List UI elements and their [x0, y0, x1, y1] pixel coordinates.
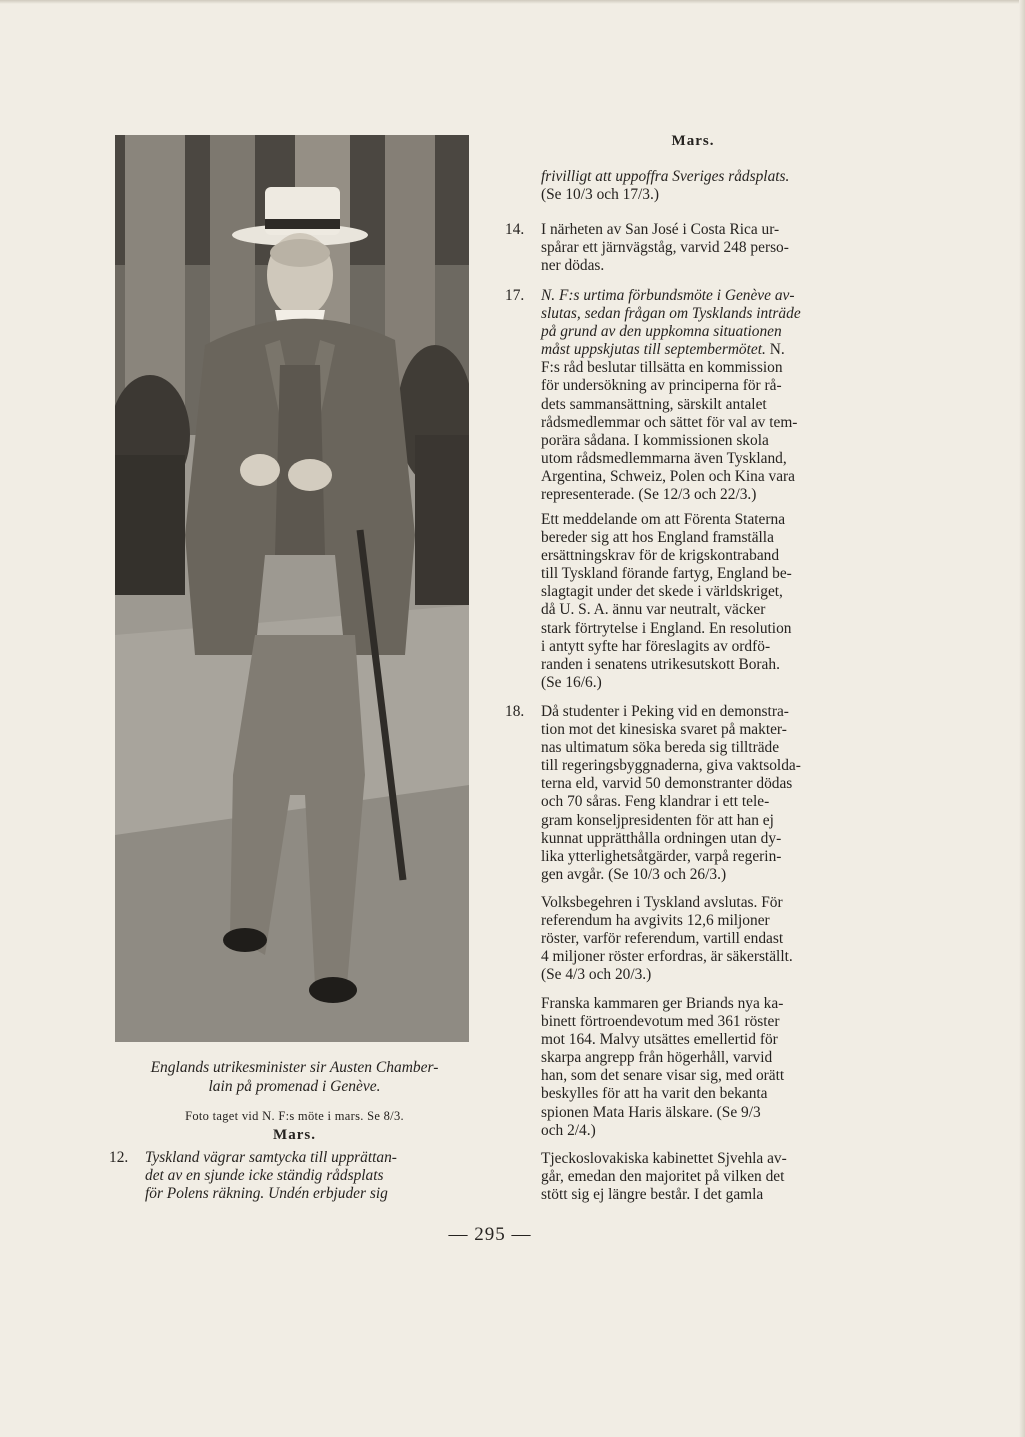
entry-line: representerade. (Se 12/3 och 22/3.) [541, 486, 757, 504]
entry-line-tail: N. [769, 341, 785, 359]
entry-line: ersättningskrav för de krigskontraband [541, 547, 780, 565]
entry-line: F:s råd beslutar tillsätta en kommission [541, 359, 783, 377]
entry-number: 18. [505, 703, 525, 720]
page-number: — 295 — [448, 1224, 532, 1245]
entry-line [541, 341, 879, 359]
paragraph-volksbegehren [541, 894, 879, 984]
entry-line: Volksbegehren i Tyskland avslutas. För [541, 894, 783, 911]
entry-line: I närheten av San José i Costa Rica ur- [541, 221, 780, 238]
entry-line: går, emedan den majoritet på vilken det [541, 1168, 785, 1186]
entry-line: N. F:s urtima förbundsmöte i Genève av- [541, 287, 795, 304]
entry-number: 12. [109, 1149, 129, 1166]
entry-line: ner dödas. [541, 257, 605, 275]
entry-line: Tyskland vägrar samtycka till upprättan- [145, 1149, 397, 1166]
paragraph-briand [541, 995, 879, 1140]
entry-line: han, som det senare visar sig, med orätt [541, 1067, 785, 1085]
entry-line: gram konseljpresidenten för att han ej [541, 811, 774, 829]
photo-credit: Foto taget vid N. F:s möte i mars. Se 8/3. [185, 1109, 404, 1123]
entry-line: binett förtroendevotum med 361 röster [541, 1013, 780, 1031]
entry-line: till Tyskland förande fartyg, England be- [541, 565, 792, 583]
entry-line: då U. S. A. ännu var neutralt, väcker [541, 601, 766, 619]
entry-line: skarpa angrepp från högerhåll, varvid [541, 1049, 773, 1067]
entry-line: (Se 16/6.) [541, 673, 602, 691]
entry-line: spårar ett järnvägståg, varvid 248 perso- [541, 239, 789, 257]
entry-line: slutas, sedan frågan om Tysklands inträde [541, 305, 801, 323]
entry-line: Argentina, Schweiz, Polen och Kina vara [541, 467, 796, 485]
entry-18 [505, 703, 879, 884]
paragraph-usa [541, 511, 879, 692]
entry-14 [505, 221, 879, 275]
caption-line: Englands utrikesminister sir Austen Chamber- [150, 1059, 439, 1076]
page-edge-right [1019, 0, 1025, 1437]
entry-line: för Polens räkning. Undén erbjuder sig [145, 1185, 388, 1203]
photograph [115, 135, 469, 1042]
entry-line: i antytt syfte har föreslagits av ordfö- [541, 637, 771, 655]
entry-line: referendum ha avgivits 12,6 miljoner [541, 912, 770, 930]
entry-line: 4 miljoner röster erfordras, är säkerställt. [541, 948, 793, 966]
entry-line: stött sig ej längre består. I det gamla [541, 1186, 764, 1204]
paragraph-sjvehla [541, 1150, 879, 1204]
entry-line: terna eld, varvid 50 demonstranter dödas [541, 775, 793, 793]
entry-line: till regeringsbyggnaderna, giva vaktsolda- [541, 757, 801, 775]
entry-line: bereder sig att hos England framställa [541, 529, 774, 547]
entry-number: 14. [505, 221, 525, 238]
entry-line: gen avgår. (Se 10/3 och 26/3.) [541, 865, 727, 883]
right-month-heading: Mars. [671, 133, 715, 149]
entry-line: för undersökning av principerna för rå- [541, 377, 782, 395]
entry-line: Ett meddelande om att Förenta Staterna [541, 511, 786, 528]
entry-line: röster, varför referendum, vartill endast [541, 930, 784, 948]
entry-line: slagtagit under det skede i världskriget, [541, 583, 783, 601]
entry-line: och 2/4.) [541, 1121, 596, 1139]
left-month-heading: Mars. [273, 1127, 316, 1143]
entry-line: porära sådana. I kommissionen skola [541, 431, 769, 449]
entry-line: lika ytterlighetsåtgärder, varpå regerin- [541, 847, 782, 865]
caption-line: lain på promenad i Genève. [208, 1078, 381, 1095]
entry-line: det av en sjunde icke ständig rådsplats [145, 1167, 384, 1185]
entry-line: stark förtrytelse i England. En resolution [541, 619, 792, 637]
entry-line: utom rådsmedlemmarna även Tyskland, [541, 449, 787, 467]
entry-line: Franska kammaren ger Briands nya ka- [541, 995, 784, 1012]
entry-line: och 70 såras. Feng klandrar i ett tele- [541, 793, 770, 811]
entry-12 [109, 1149, 477, 1203]
entry-line: randen i senatens utrikesutskott Borah. [541, 655, 780, 673]
entry-line: (Se 4/3 och 20/3.) [541, 966, 652, 984]
photo-caption [112, 1058, 477, 1124]
entry-line: spionen Mata Haris älskare. (Se 9/3 [541, 1103, 761, 1121]
entry-line: kunnat upprätthålla ordningen utan dy- [541, 829, 782, 847]
entry-line: nas ultimatum söka bereda sig tillträde [541, 739, 780, 757]
entry-line: tion mot det kinesiska svaret på makter- [541, 721, 787, 739]
entry-line: Tjeckoslovakiska kabinettet Sjvehla av- [541, 1150, 787, 1167]
photograph-illustration [115, 135, 469, 1042]
entry-line: Då studenter i Peking vid en demonstra- [541, 703, 789, 720]
entry-17 [505, 287, 879, 504]
entry-line: (Se 10/3 och 17/3.) [541, 186, 659, 204]
page-edge-top [0, 0, 1025, 4]
entry-line: dets sammansättning, särskilt antalet [541, 395, 767, 413]
entry-line: beskylles för att ha varit den bekanta [541, 1085, 768, 1103]
entry-number: 17. [505, 287, 525, 304]
entry-line: rådsmedlemmar och sättet för val av tem- [541, 413, 798, 431]
entry-line: på grund av den uppkomna situationen [541, 323, 782, 341]
entry-line-italic: måst uppskjutas till septembermötet. [541, 341, 766, 359]
continuation-paragraph [541, 168, 879, 204]
entry-line: mot 164. Malvy utsättes emellertid för [541, 1031, 778, 1049]
entry-line: frivilligt att uppoffra Sveriges rådsplats. [541, 168, 790, 185]
